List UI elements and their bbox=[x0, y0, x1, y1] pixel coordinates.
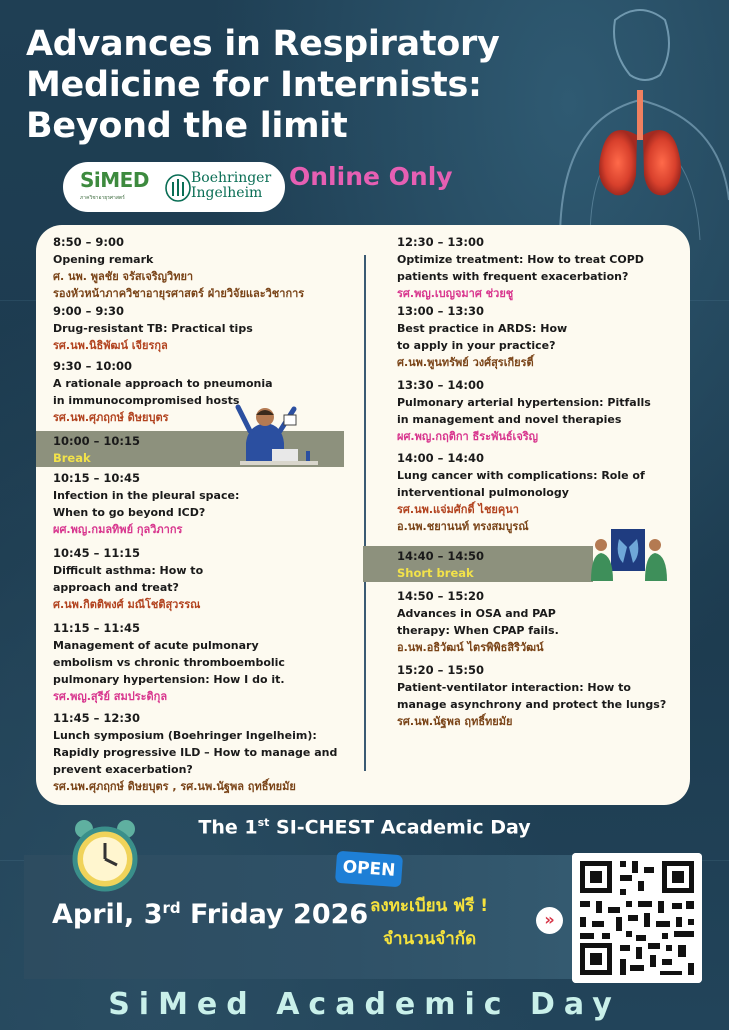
academic-day-ordinal: st bbox=[257, 816, 270, 829]
session-time: 14:50 – 15:20 bbox=[397, 589, 484, 603]
session bbox=[53, 710, 337, 795]
limited-seats-text: จำนวนจำกัด bbox=[383, 929, 477, 949]
boehringer-line: Ingelheim bbox=[191, 185, 263, 201]
simed-logo bbox=[80, 168, 152, 206]
session-speaker: รศ.นพ.แจ่มศักดิ์ ไชยคุนา bbox=[397, 503, 519, 516]
session-time: 8:50 – 9:00 bbox=[53, 235, 124, 249]
session bbox=[397, 588, 559, 656]
session-speaker: รศ.พญ.เบญจมาศ ช่วยชู bbox=[397, 287, 514, 300]
sponsor-logos bbox=[63, 162, 285, 212]
boehringer-icon bbox=[165, 174, 191, 202]
session-title: in immunocompromised hosts bbox=[53, 394, 240, 407]
session-speaker: ผศ.พญ.กมลทิพย์ กุลวิภากร bbox=[53, 523, 183, 536]
session bbox=[397, 303, 567, 371]
session-title: Management of acute pulmonary bbox=[53, 639, 259, 652]
register-free-text: ลงทะเบียน ฟรี ! bbox=[370, 896, 488, 916]
session-speaker: รศ.พญ.สุรีย์ สมประดิกุล bbox=[53, 690, 168, 703]
session-title: Lung cancer with complications: Role of bbox=[397, 469, 645, 482]
session-title: pulmonary hypertension: How I do it. bbox=[53, 673, 285, 686]
session-title: A rationale approach to pneumonia bbox=[53, 377, 273, 390]
date-suffix: Friday 2026 bbox=[180, 899, 369, 930]
break-time: 14:40 – 14:50 bbox=[397, 549, 484, 563]
session-speaker: รศ.นพ.นัฐพล ฤทธิ์ทยมัย bbox=[397, 715, 513, 728]
session-title: manage asynchrony and protect the lungs? bbox=[397, 698, 667, 711]
double-chevron-right-icon[interactable]: » bbox=[536, 907, 563, 934]
session bbox=[53, 303, 253, 354]
session-title: therapy: When CPAP fails. bbox=[397, 624, 559, 637]
simed-logo-text: SiMED bbox=[80, 168, 149, 192]
session-title: Opening remark bbox=[53, 253, 154, 266]
title-line: Medicine for Internists: bbox=[26, 65, 482, 105]
online-only-label: Online Only bbox=[289, 162, 453, 191]
session-title: prevent exacerbation? bbox=[53, 763, 193, 776]
break-label: Short break bbox=[397, 566, 474, 580]
session-title: Optimize treatment: How to treat COPD bbox=[397, 253, 644, 266]
session-speaker: ผศ.พญ.กฤติกา ธีระพันธ์เจริญ bbox=[397, 430, 539, 443]
session-title: to apply in your practice? bbox=[397, 339, 556, 352]
qr-code[interactable] bbox=[572, 853, 702, 983]
session-time: 9:30 – 10:00 bbox=[53, 359, 132, 373]
session-speaker: รศ.นพ.ศุภฤกษ์ ดิษยบุตร , รศ.นพ.นัฐพล ฤทธิ์ทยมัย bbox=[53, 780, 296, 793]
session-speaker: ศ. นพ. พูลชัย จรัสเจริญวิทยา bbox=[53, 270, 194, 283]
simed-logo-subtitle: ภาควิชาอายุรศาสตร์ bbox=[80, 195, 125, 201]
session-time: 11:15 – 11:45 bbox=[53, 621, 140, 635]
session-title: Infection in the pleural space: bbox=[53, 489, 240, 502]
lungs-illustration bbox=[520, 0, 729, 240]
session-speaker: ศ.นพ.พูนทรัพย์ วงศ์สุรเกียรติ์ bbox=[397, 356, 534, 369]
poster-title bbox=[26, 24, 526, 147]
session-title: in management and novel therapies bbox=[397, 413, 622, 426]
session bbox=[53, 470, 239, 538]
session bbox=[397, 450, 645, 535]
schedule-card bbox=[36, 225, 690, 805]
session bbox=[53, 234, 304, 302]
session-title: interventional pulmonology bbox=[397, 486, 569, 499]
short-break-band bbox=[363, 546, 593, 582]
doctors-xray-illustration bbox=[589, 525, 669, 585]
open-badge: OPEN bbox=[335, 851, 403, 888]
session-time: 13:00 – 13:30 bbox=[397, 304, 484, 318]
session bbox=[53, 545, 203, 613]
session-time: 14:00 – 14:40 bbox=[397, 451, 484, 465]
session-speaker: รองหัวหน้าภาควิชาอายุรศาสตร์ ฝ่ายวิจัยและวิชาการ bbox=[53, 287, 305, 300]
session-title: Advances in OSA and PAP bbox=[397, 607, 556, 620]
session-time: 11:45 – 12:30 bbox=[53, 711, 140, 725]
session-speaker: รศ.นพ.ศุภฤกษ์ ดิษยบุตร bbox=[53, 411, 169, 424]
boehringer-line: Boehringer bbox=[191, 170, 272, 186]
session-time: 10:15 – 10:45 bbox=[53, 471, 140, 485]
session-time: 13:30 – 14:00 bbox=[397, 378, 484, 392]
title-line: Advances in Respiratory bbox=[26, 24, 500, 64]
session-time: 15:20 – 15:50 bbox=[397, 663, 484, 677]
session-title: embolism vs chronic thromboembolic bbox=[53, 656, 285, 669]
session-title: Pulmonary arterial hypertension: Pitfalls bbox=[397, 396, 651, 409]
session-title: Rapidly progressive ILD – How to manage and bbox=[53, 746, 338, 759]
session-title: approach and treat? bbox=[53, 581, 179, 594]
date-prefix: April, 3 bbox=[52, 899, 163, 930]
boehringer-logo-text bbox=[191, 171, 271, 201]
column-divider bbox=[364, 255, 366, 771]
session bbox=[397, 662, 666, 730]
session-title: Best practice in ARDS: How bbox=[397, 322, 568, 335]
session-title: When to go beyond ICD? bbox=[53, 506, 206, 519]
title-line: Beyond the limit bbox=[26, 106, 348, 146]
session bbox=[53, 620, 285, 705]
footer-title: SiMed Academic Day bbox=[108, 987, 621, 1022]
session bbox=[397, 234, 644, 302]
alarm-clock-icon bbox=[70, 815, 140, 893]
break-time: 10:00 – 10:15 bbox=[53, 434, 140, 448]
session-speaker: อ.นพ.ชยานนท์ ทรงสมบูรณ์ bbox=[397, 520, 529, 533]
person-at-laptop-illustration bbox=[232, 403, 322, 468]
academic-day-suffix: SI-CHEST Academic Day bbox=[269, 816, 531, 839]
session-speaker: อ.นพ.อธิวัฒน์ ไตรพิพิธสิริวัฒน์ bbox=[397, 641, 544, 654]
session bbox=[397, 377, 651, 445]
academic-day-prefix: The 1 bbox=[198, 816, 258, 839]
session-title: Patient-ventilator interaction: How to bbox=[397, 681, 631, 694]
session-title: Drug-resistant TB: Practical tips bbox=[53, 322, 253, 335]
session-title: patients with frequent exacerbation? bbox=[397, 270, 629, 283]
session-title: Lunch symposium (Boehringer Ingelheim): bbox=[53, 729, 317, 742]
date-ordinal: rd bbox=[162, 899, 181, 917]
session-speaker: ศ.นพ.กิตติพงศ์ มณีโชติสุวรรณ bbox=[53, 598, 201, 611]
session-speaker: รศ.นพ.นิธิพัฒน์ เจียรกุล bbox=[53, 339, 168, 352]
session-title: Difficult asthma: How to bbox=[53, 564, 204, 577]
event-date bbox=[52, 899, 368, 930]
break-label: Break bbox=[53, 451, 91, 465]
session-time: 10:45 – 11:15 bbox=[53, 546, 140, 560]
session-time: 12:30 – 13:00 bbox=[397, 235, 484, 249]
session-time: 9:00 – 9:30 bbox=[53, 304, 124, 318]
